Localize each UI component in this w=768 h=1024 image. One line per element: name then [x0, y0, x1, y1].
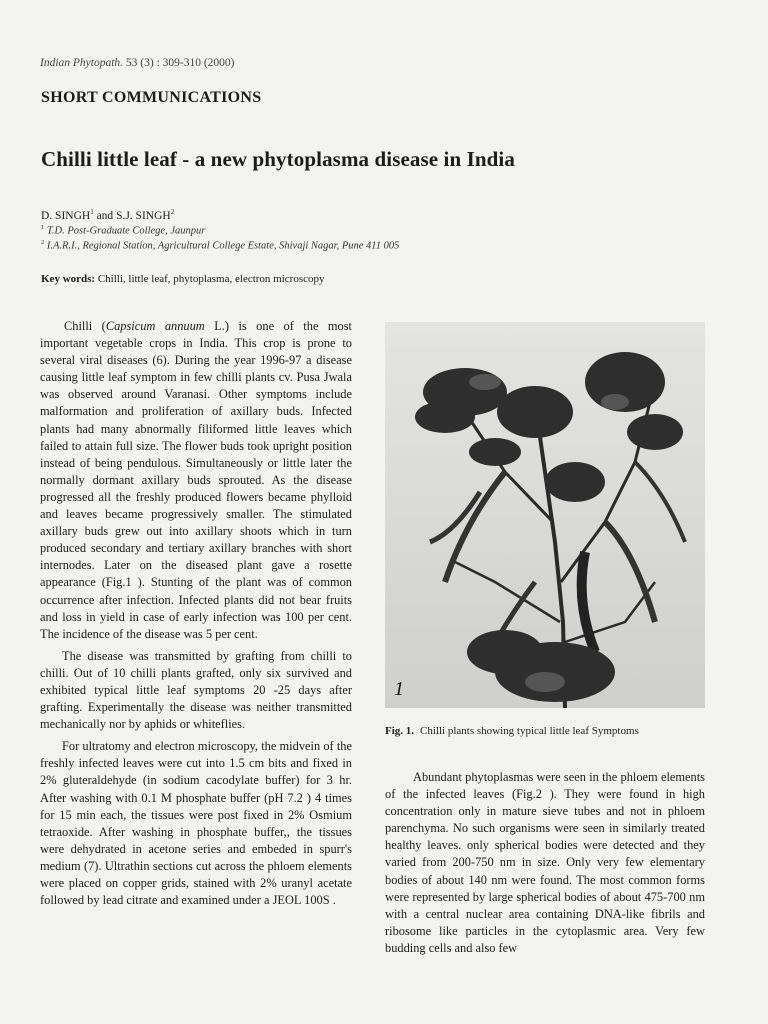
body-left-column: [40, 318, 352, 914]
paragraph-transmission: The disease was transmitted by grafting from chilli to chilli. Out of 10 chilli plants grafted, only six survived and exhibited typical little leaf symptoms 20 -25 days after grafting. Experimentally the disease was neither transmitted mechanically nor by aphids or whiteflies.: [40, 648, 352, 732]
author-1-marker: 1: [90, 208, 94, 216]
journal-name: Indian Phytopath.: [40, 57, 124, 69]
paragraph-intro-start: Chilli (: [64, 319, 106, 333]
author-conjunction: and: [93, 209, 117, 222]
author-2: S.J. SINGH: [116, 209, 171, 222]
keywords: [41, 273, 325, 285]
affiliation-1-text: T.D. Post-Graduate College, Jaunpur: [46, 225, 206, 237]
affiliation-1-marker: 1: [41, 224, 45, 231]
figure-1-photo: [385, 322, 705, 708]
figure-1-caption-text: Chilli plants showing typical little leaf Symptoms: [420, 725, 639, 737]
paragraph-phytoplasma: Abundant phytoplasmas were seen in the phloem elements of the infected leaves (Fig.2 ). They were found in high concentration only in mature sieve tubes and not in phloem parenchyma. No such organisms were seen in similarly treated healthy leaves. only spherical bodies were detected and they varied from 200-750 nm in size. Only very few elementary bodies of about 140 nm were found. The most common forms were represented by large spherical bodies of about 475-700 nm with a central nuclear area containing DNA-like fibrils and ribosome like particles in the cytoplasmic area. Very few budding cells and also few: [385, 770, 705, 955]
affiliation-1: [41, 224, 205, 237]
affiliation-2-text: I.A.R.I., Regional Station, Agricultural College Estate, Shivaji Nagar, Pune 411 005: [46, 240, 400, 252]
body-right-column: [385, 769, 705, 957]
article-title: Chilli little leaf - a new phytoplasma disease in India: [41, 147, 515, 171]
author-2-marker: 2: [170, 208, 175, 216]
author-line: [41, 208, 174, 222]
journal-volume-pages: 53 (3) : 309-310 (2000): [125, 57, 235, 69]
figure-1-caption: [385, 725, 639, 737]
affiliation-2: [41, 239, 399, 252]
journal-citation: [40, 57, 235, 69]
author-1: D. SINGH: [41, 209, 91, 222]
affiliation-2-marker: 2: [41, 239, 45, 246]
paragraph-intro: [40, 318, 352, 643]
chilli-plant-photo: [385, 322, 705, 708]
keywords-label: Key words:: [41, 273, 96, 285]
paragraph-methods: For ultratomy and electron microscopy, the midvein of the freshly infected leaves were cut into 1.5 cm bits and fixed in 2% gluteraldehyde (in sodium cacodylate buffer) for 3 hr. After washing with 0.1 M phosphate buffer (pH 7.2 ) 4 times for 15 min each, the tissues were post fixed in 2% Osmium tetraoxide. After washing in phosphate buffer,, the tissues were dehydrated in acetone series and embeded in spurr's medium (7). Ultrathin sections cut across the phloem elements were placed on copper grids, stained with 2% uranyl acetate followed by lead citrate and examined under a JEOL 100S .: [40, 739, 352, 908]
keywords-text: Chilli, little leaf, phytoplasma, electron microscopy: [97, 273, 325, 285]
figure-1-caption-label: Fig. 1.: [385, 725, 415, 737]
section-heading: SHORT COMMUNICATIONS: [41, 89, 262, 106]
figure-1-number: 1: [394, 678, 404, 700]
species-name: Capsicum annuum: [105, 319, 205, 333]
paragraph-intro-rest: L.) is one of the most important vegetable crops in India. This crop is prone to several viral diseases (6). During the year 1996-97 a disease causing little leaf symptom in few chilli plants cv. Pusa Jwala was observed around Varanasi. Other symptoms include malformation and proliferation of axillary buds. Infected plants had many abnormally filiformed little leaves which failed to attain full size. The flower buds took upright position instead of being pendulous. Simultaneously or little later the normally dormant axillary buds sprouted. As the disease progressed all the freshly produced flowers became phylloid and leaves became progressively smaller. The stimulated axillary buds grew out into axillary shoots which in turn produced secondary and tertiary axillary branches with short internodes. Later on the diseased plant gave a rosette appearance (Fig.1 ). Stunting of the plant was of common occurrence after infection. Infected plants did not bear fruits and loss in yield in case of early infection was 100 per cent. The incidence of the disease was 5 per cent.: [40, 319, 352, 641]
